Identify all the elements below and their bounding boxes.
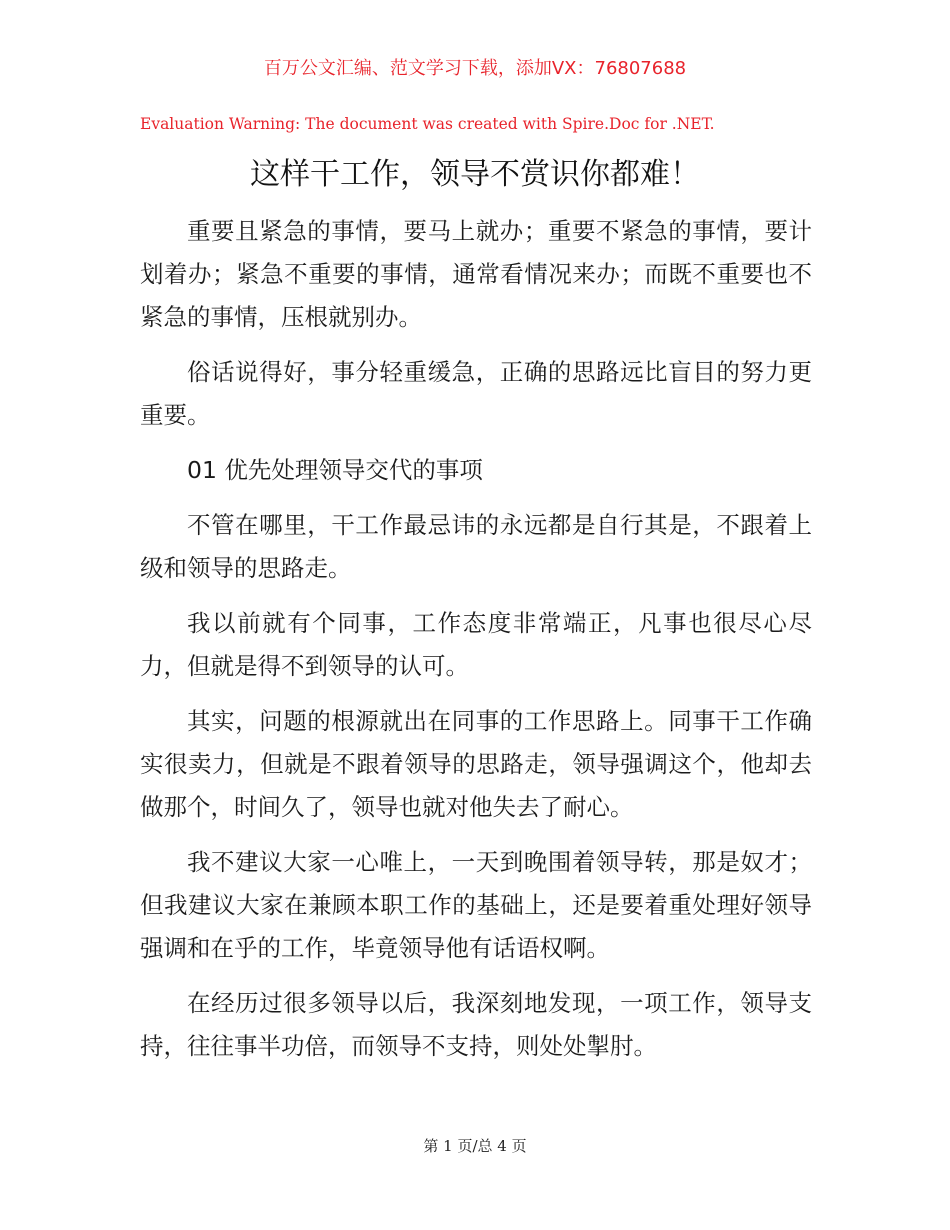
section-heading: 01 优先处理领导交代的事项 bbox=[187, 456, 483, 484]
paragraph: 我不建议大家一心唯上，一天到晚围着领导转，那是奴才；但我建议大家在兼顾本职工作的基础上，还是要着重处理好领导强调和在乎的工作，毕竟领导他有话语权啊。 bbox=[140, 848, 812, 962]
paragraph: 重要且紧急的事情，要马上就办；重要不紧急的事情，要计划着办；紧急不重要的事情，通常看情况来办；而既不重要也不紧急的事情，压根就别办。 bbox=[140, 217, 812, 331]
document-body bbox=[140, 210, 812, 1080]
promo-header: 百万公文汇编、范文学习下载，添加VX：76807688 bbox=[263, 58, 687, 79]
paragraph: 不管在哪里，干工作最忌讳的永远都是自行其是，不跟着上级和领导的思路走。 bbox=[140, 511, 812, 582]
paragraph: 在经历过很多领导以后，我深刻地发现，一项工作，领导支持，往往事半功倍，而领导不支持，则处处掣肘。 bbox=[140, 989, 812, 1060]
evaluation-warning: Evaluation Warning: The document was created with Spire.Doc for .NET. bbox=[140, 115, 715, 133]
paragraph: 其实，问题的根源就出在同事的工作思路上。同事干工作确实很卖力，但就是不跟着领导的思路走，领导强调这个，他却去做那个，时间久了，领导也就对他失去了耐心。 bbox=[140, 707, 812, 821]
paragraph: 俗话说得好，事分轻重缓急，正确的思路远比盲目的努力更重要。 bbox=[140, 358, 812, 429]
page-number: 第 1 页/总 4 页 bbox=[423, 1137, 527, 1155]
paragraph: 我以前就有个同事，工作态度非常端正，凡事也很尽心尽力，但就是得不到领导的认可。 bbox=[140, 609, 812, 680]
document-title: 这样干工作，领导不赏识你都难！ bbox=[250, 157, 700, 192]
